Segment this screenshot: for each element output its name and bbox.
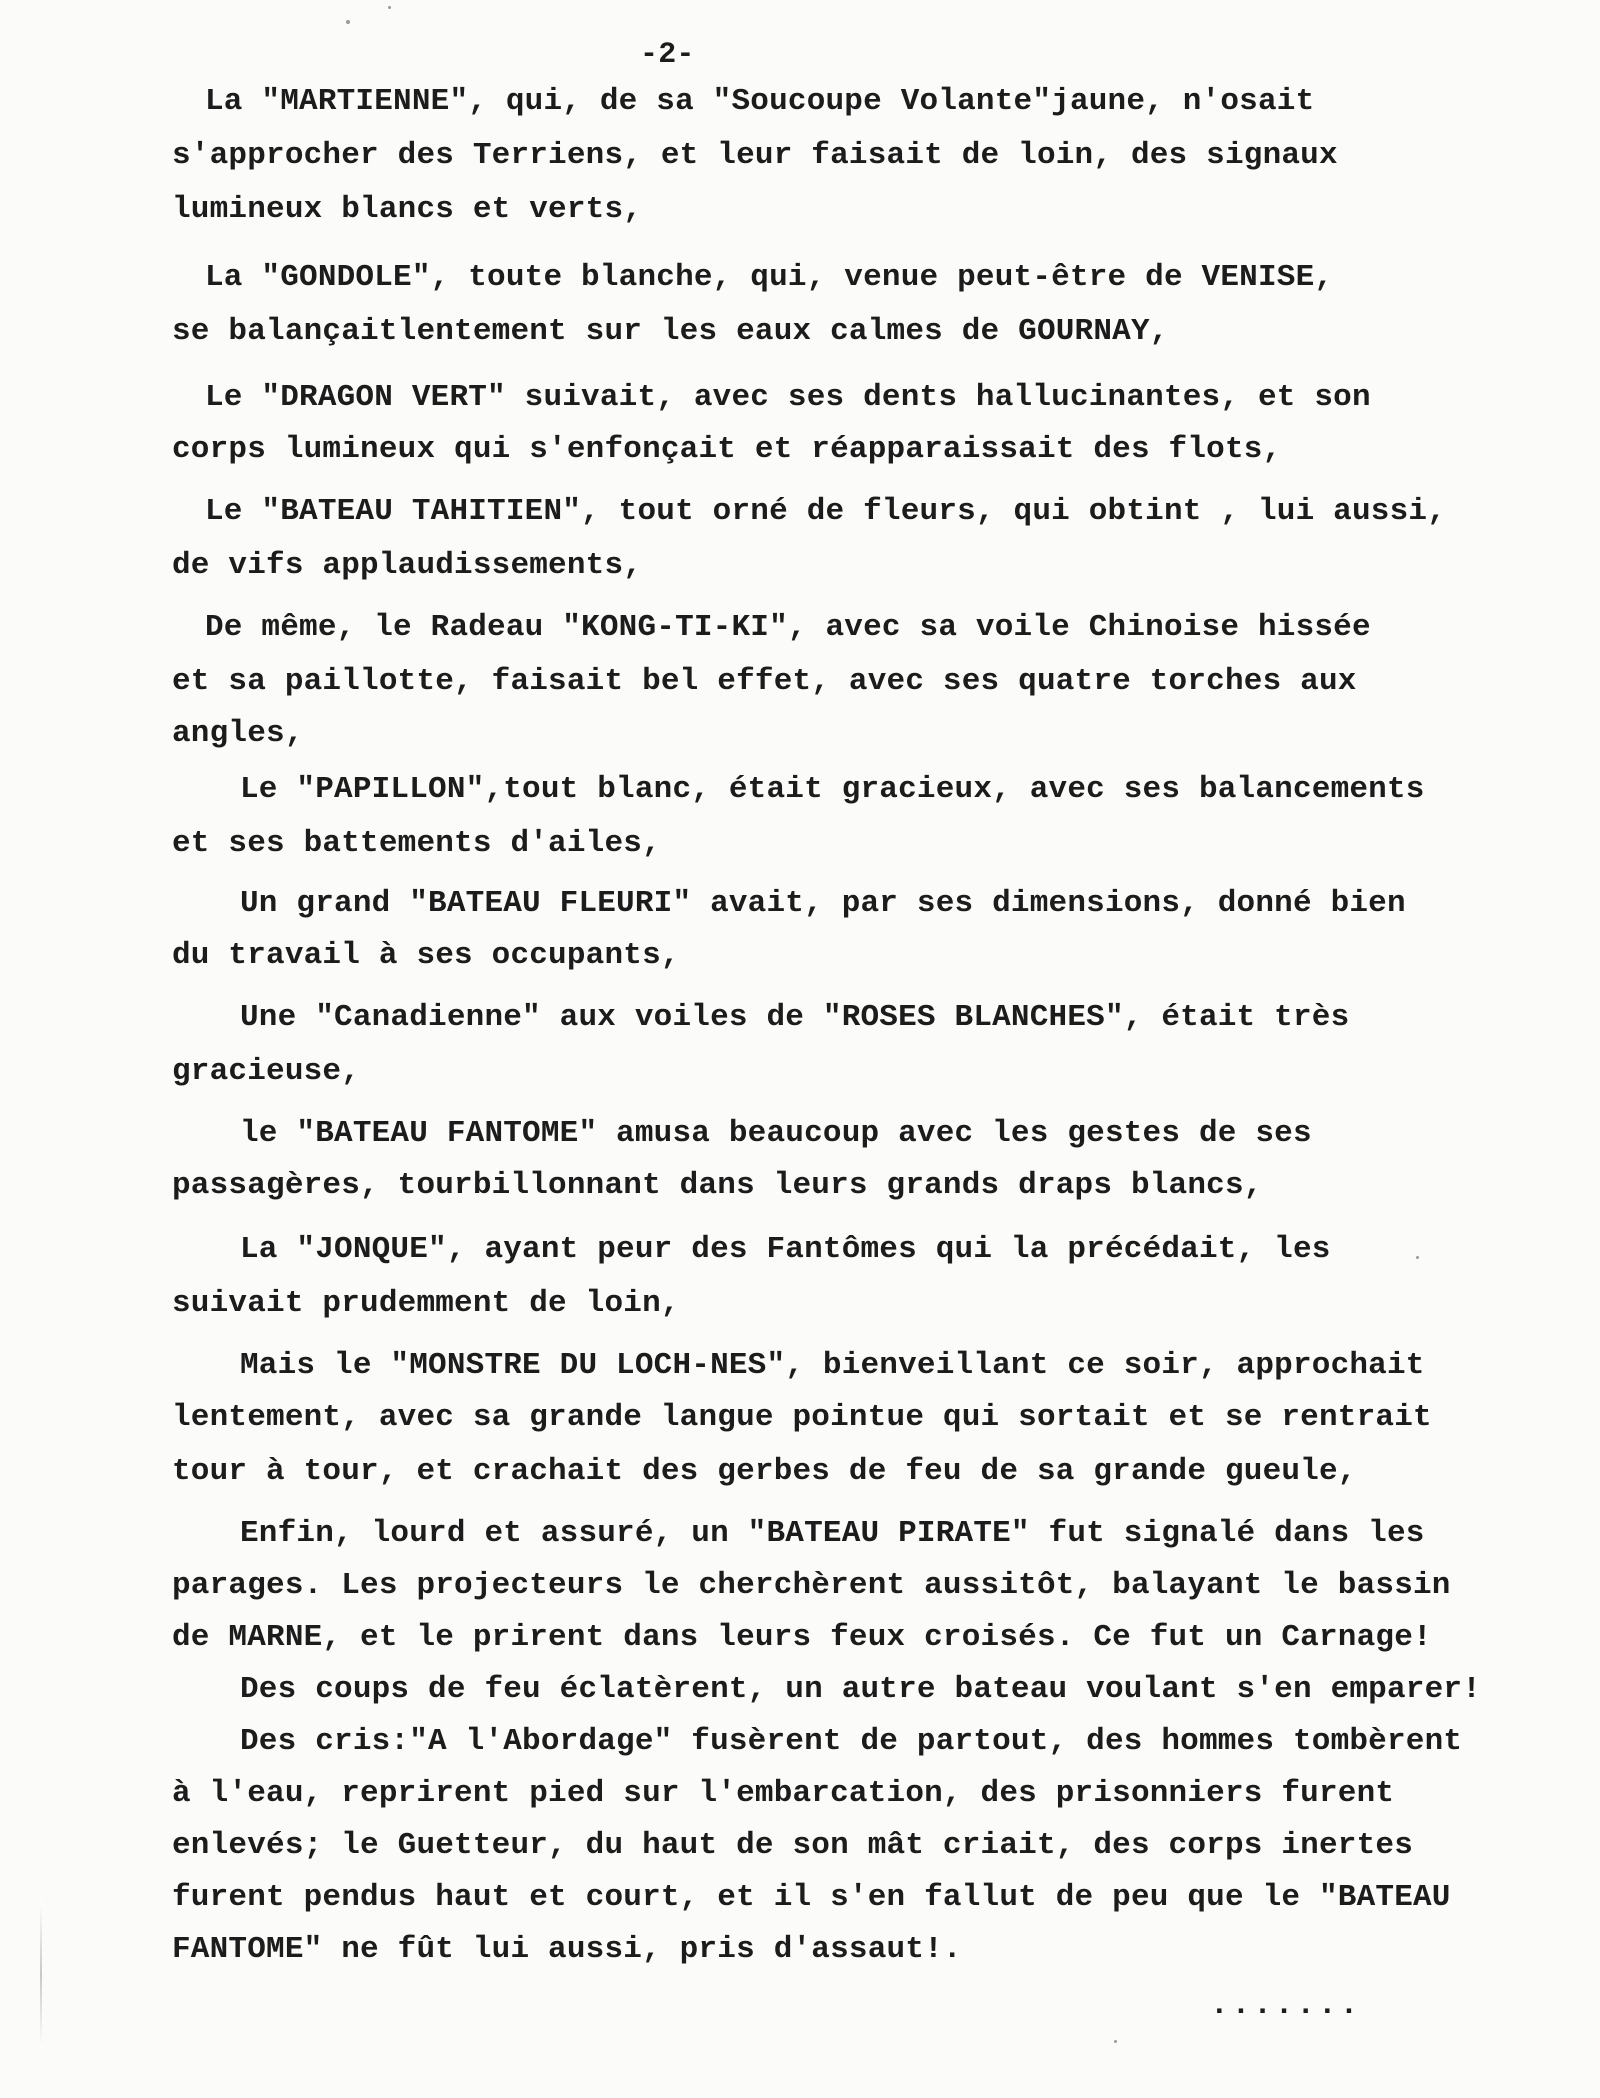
text-line: angles,	[172, 716, 304, 751]
text-line: passagères, tourbillonnant dans leurs grands draps blancs,	[172, 1168, 1263, 1203]
text-line: La "GONDOLE", toute blanche, qui, venue peut-être de VENISE,	[205, 260, 1334, 295]
text-line: parages. Les projecteurs le cherchèrent aussitôt, balayant le bassin	[172, 1568, 1451, 1603]
text-line: Enfin, lourd et assuré, un "BATEAU PIRATE" fut signalé dans les	[240, 1516, 1425, 1551]
text-line: lentement, avec sa grande langue pointue qui sortait et se rentrait	[172, 1400, 1432, 1435]
text-line: Des coups de feu éclatèrent, un autre bateau voulant s'en emparer!	[240, 1672, 1481, 1707]
text-line: et ses battements d'ailes,	[172, 826, 661, 861]
text-line: De même, le Radeau "KONG-TI-KI", avec sa voile Chinoise hissée	[205, 610, 1371, 645]
text-line: suivait prudemment de loin,	[172, 1286, 680, 1321]
text-line: Mais le "MONSTRE DU LOCH-NES", bienveillant ce soir, approchait	[240, 1348, 1425, 1383]
text-line: Le "PAPILLON",tout blanc, était gracieux, avec ses balancements	[240, 772, 1425, 807]
text-line: Des cris:"A l'Abordage" fusèrent de partout, des hommes tombèrent	[240, 1724, 1463, 1759]
closing-dots: .......	[1210, 1988, 1362, 2023]
text-line: enlevés; le Guetteur, du haut de son mât criait, des corps inertes	[172, 1828, 1413, 1863]
text-line: Le "BATEAU TAHITIEN", tout orné de fleurs, qui obtint , lui aussi,	[205, 494, 1446, 529]
scan-speck	[1416, 1256, 1419, 1259]
scan-speck	[388, 6, 391, 9]
text-line: de MARNE, et le prirent dans leurs feux croisés. Ce fut un Carnage!	[172, 1620, 1432, 1655]
text-line: s'approcher des Terriens, et leur faisait de loin, des signaux	[172, 138, 1338, 173]
text-line: gracieuse,	[172, 1054, 361, 1089]
text-line: le "BATEAU FANTOME" amusa beaucoup avec les gestes de ses	[240, 1116, 1312, 1151]
text-line: et sa paillotte, faisait bel effet, avec ses quatre torches aux	[172, 664, 1357, 699]
text-line: lumineux blancs et verts,	[172, 192, 643, 227]
text-line: Le "DRAGON VERT" suivait, avec ses dents hallucinantes, et son	[205, 380, 1371, 415]
text-line: La "JONQUE", ayant peur des Fantômes qui la précédait, les	[240, 1232, 1331, 1267]
scan-speck	[1114, 2040, 1117, 2043]
text-line: se balançaitlentement sur les eaux calmes de GOURNAY,	[172, 314, 1169, 349]
text-line: FANTOME" ne fût lui aussi, pris d'assaut!.	[172, 1932, 962, 1967]
scan-edge-mark	[40, 1900, 42, 2050]
text-line: de vifs applaudissements,	[172, 548, 643, 583]
text-line: furent pendus haut et court, et il s'en fallut de peu que le "BATEAU	[172, 1880, 1451, 1915]
scan-speck	[346, 20, 350, 24]
text-line: Une "Canadienne" aux voiles de "ROSES BLANCHES", était très	[240, 1000, 1350, 1035]
text-line: Un grand "BATEAU FLEURI" avait, par ses dimensions, donné bien	[240, 886, 1406, 921]
page-number: -2-	[640, 38, 695, 72]
text-line: du travail à ses occupants,	[172, 938, 680, 973]
text-line: à l'eau, reprirent pied sur l'embarcation, des prisonniers furent	[172, 1776, 1395, 1811]
text-line: La "MARTIENNE", qui, de sa "Soucoupe Volante"jaune, n'osait	[205, 84, 1315, 119]
text-line: tour à tour, et crachait des gerbes de feu de sa grande gueule,	[172, 1454, 1357, 1489]
text-line: corps lumineux qui s'enfonçait et réapparaissait des flots,	[172, 432, 1282, 467]
